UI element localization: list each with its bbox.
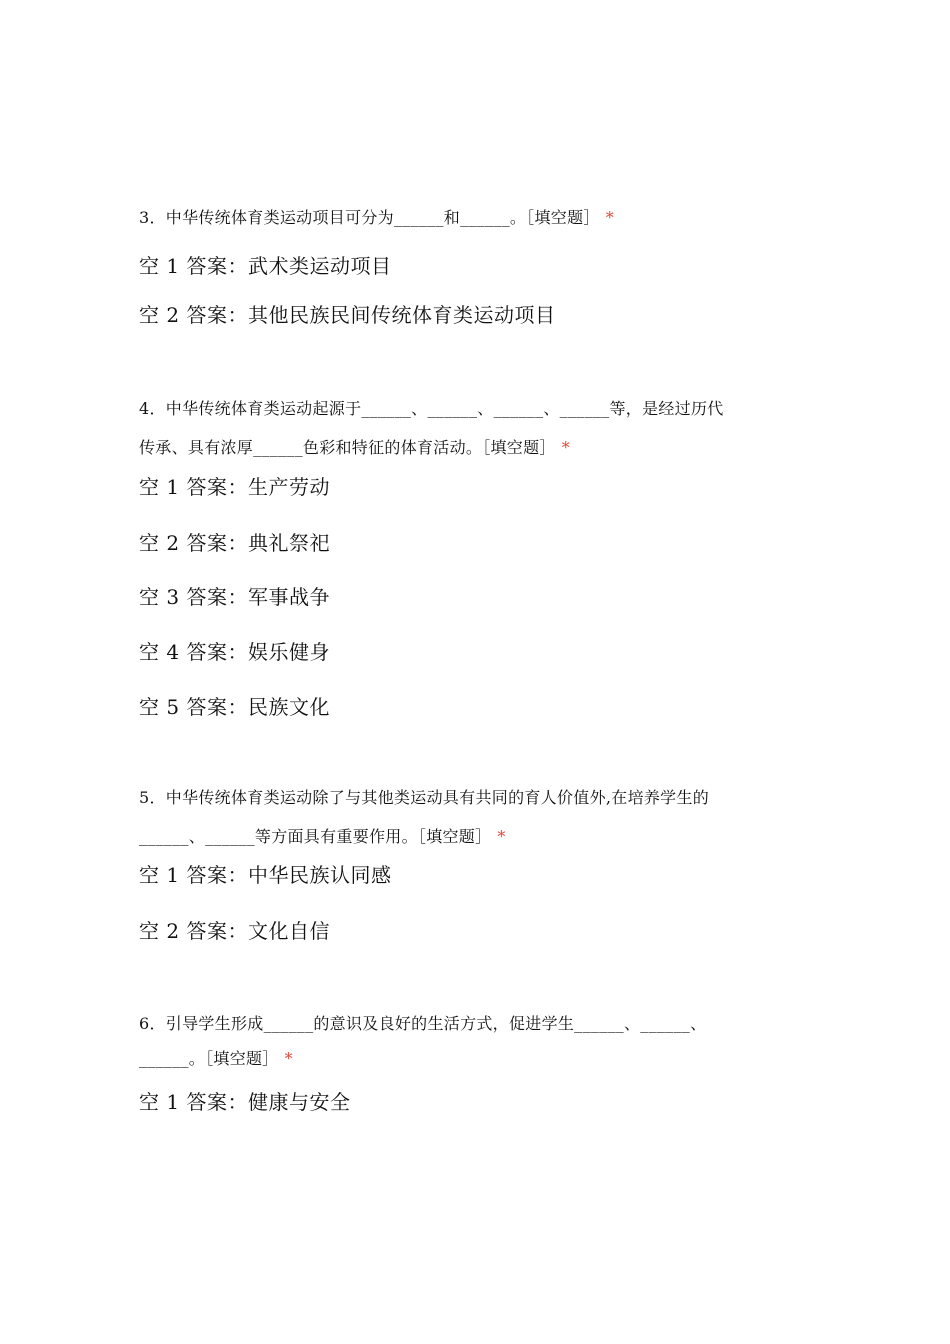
question-5-answer-1: 空 1 答案：中华民族认同感 xyxy=(139,863,392,887)
question-5-answer-2: 空 2 答案：文化自信 xyxy=(139,919,330,943)
question-4-answer-3: 空 3 答案：军事战争 xyxy=(139,585,330,609)
required-star-icon: * xyxy=(284,1049,293,1068)
question-6-answer-1: 空 1 答案：健康与安全 xyxy=(139,1090,351,1114)
required-star-icon: * xyxy=(605,208,614,227)
question-5-text-line-1: 5．中华传统体育类运动除了与其他类运动具有共同的育人价值外,在培养学生的 xyxy=(139,788,710,807)
question-4-text-line-2: 传承、具有浓厚______色彩和特征的体育活动。［填空题］ * xyxy=(139,438,571,457)
question-4-answer-5: 空 5 答案：民族文化 xyxy=(139,695,330,719)
question-5-text-line-2: ______、______等方面具有重要作用。［填空题］ * xyxy=(139,827,506,846)
question-4-text-line-1: 4．中华传统体育类运动起源于______、______、______、______等，是经过历代 xyxy=(139,399,724,418)
question-4-answer-2: 空 2 答案：典礼祭祀 xyxy=(139,531,330,555)
question-3-answer-2: 空 2 答案：其他民族民间传统体育类运动项目 xyxy=(139,303,556,327)
question-4-answer-1: 空 1 答案：生产劳动 xyxy=(139,475,330,499)
question-4-answer-4: 空 4 答案：娱乐健身 xyxy=(139,640,330,664)
question-6-text-line-2: ______。［填空题］ * xyxy=(139,1049,293,1068)
question-3-answer-1: 空 1 答案：武术类运动项目 xyxy=(139,254,392,278)
question-3-text: 3．中华传统体育类运动项目可分为______和______。［填空题］ * xyxy=(139,208,614,227)
question-6-text-line-1: 6．引导学生形成______的意识及良好的生活方式，促进学生______、______、 xyxy=(139,1014,707,1033)
required-star-icon: * xyxy=(497,827,506,846)
required-star-icon: * xyxy=(561,438,571,457)
